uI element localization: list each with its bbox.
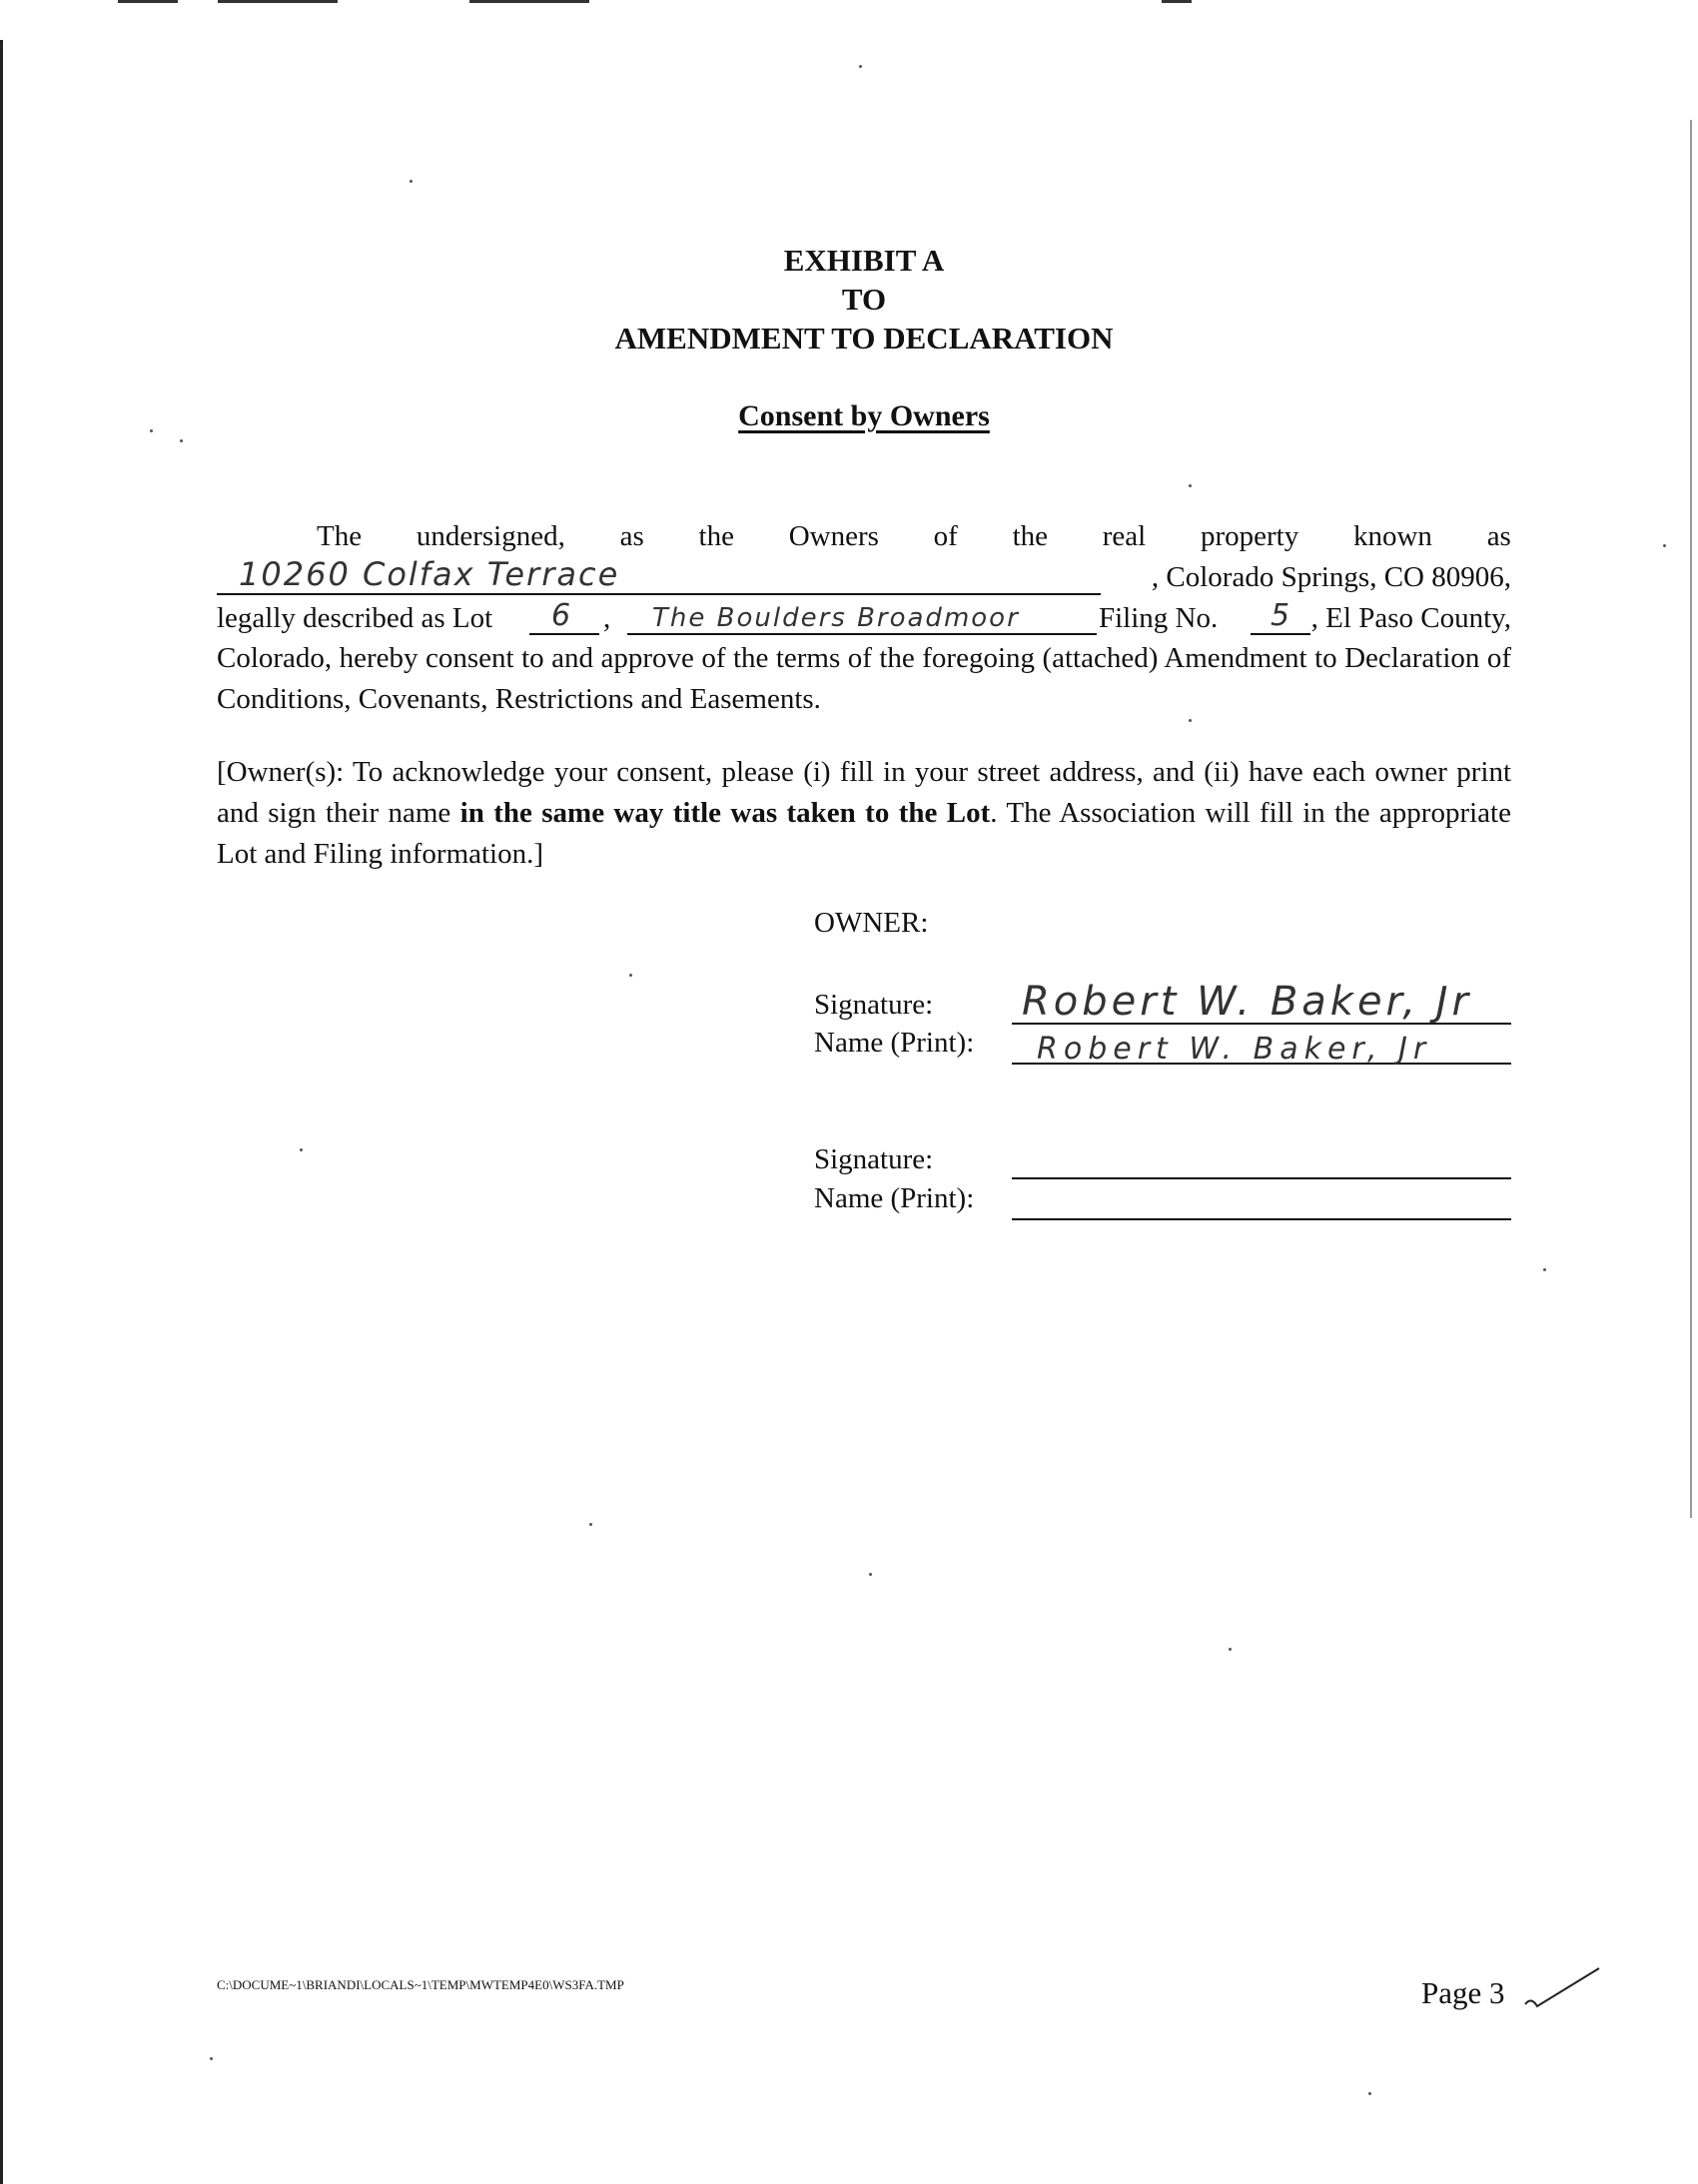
word: undersigned, (416, 520, 565, 552)
instructions-bold: in the same way title was taken to the Lot (459, 797, 991, 829)
scan-mark (218, 0, 338, 3)
scan-speck (1189, 719, 1192, 722)
signature-label-2: Signature: (814, 1143, 934, 1175)
street-address-field[interactable] (217, 555, 1101, 595)
scan-edge-left (0, 40, 3, 2184)
county-text: , El Paso County, (1310, 602, 1511, 634)
city-state-zip: , Colorado Springs, CO 80906, (1151, 561, 1511, 593)
consent-by-owners-heading: Consent by Owners (738, 399, 990, 432)
owner1-signature-handwriting: Robert W. Baker, Jr (1022, 979, 1472, 1025)
comma: , (603, 602, 611, 634)
scan-speck (410, 180, 413, 183)
scan-speck (589, 1523, 592, 1526)
subdivision-handwriting: The Boulders Broadmoor (652, 603, 1020, 633)
word: the (1012, 520, 1049, 552)
exhibit-title-to: TO (841, 282, 887, 317)
scan-mark (469, 0, 589, 3)
paragraph-1-rest: Colorado, hereby consent to and approve of the terms of the foregoing (attached) Amendment to Declaration of Conditions, Covenants, Restrictions and Easements. (217, 642, 1511, 715)
instructions-text: [Owner(s): To acknowledge your consent, please (i) fill in your street address, and (ii) have each owner print and sign their name (217, 756, 1511, 829)
word: Owners (788, 520, 879, 552)
word: known (1352, 520, 1432, 552)
filing-label: Filing No. (1099, 602, 1219, 634)
owner1-signature-field[interactable] (1012, 979, 1511, 1025)
lot-number-field[interactable] (529, 599, 599, 635)
scan-speck (150, 429, 153, 432)
scan-mark (118, 0, 178, 3)
scan-speck (1663, 544, 1666, 547)
scan-speck (859, 65, 862, 68)
scan-speck (869, 1573, 872, 1576)
scan-speck (180, 439, 183, 442)
checkmark-icon (1523, 1962, 1603, 2012)
owner2-signature-field[interactable] (1012, 1141, 1511, 1179)
scan-mark (1162, 0, 1192, 3)
word: as (1486, 520, 1511, 552)
owner-label: OWNER: (814, 907, 929, 939)
scan-speck (210, 2057, 213, 2060)
signature-label: Signature: (814, 989, 934, 1021)
lot-number-handwriting: 6 (551, 598, 573, 633)
word: real (1102, 520, 1147, 552)
scan-speck (1543, 1268, 1546, 1271)
filing-number-handwriting: 5 (1271, 598, 1292, 633)
exhibit-title: EXHIBIT A (783, 243, 945, 278)
page-number: Page 3 (1421, 1975, 1505, 2010)
scan-speck (300, 1148, 303, 1151)
scan-speck (1368, 2092, 1371, 2095)
scan-speck (629, 974, 632, 977)
name-print-label: Name (Print): (814, 1027, 975, 1059)
section-title (0, 399, 1698, 433)
subdivision-field[interactable] (627, 599, 1097, 635)
word: property (1200, 520, 1299, 552)
word: the (698, 520, 734, 552)
file-path-footer: C:\DOCUME~1\BRIANDI\LOCALS~1\TEMP\MWTEMP4E0\WS3FA.TMP (217, 1977, 624, 1992)
name-print-label-2: Name (Print): (814, 1182, 975, 1214)
exhibit-title-amendment: AMENDMENT TO DECLARATION (614, 321, 1114, 356)
scan-speck (1189, 484, 1192, 487)
instructions-paragraph (217, 752, 1511, 875)
owner1-name-handwriting: Robert W. Baker, Jr (1037, 1032, 1432, 1067)
owner2-name-field[interactable] (1012, 1182, 1511, 1220)
instructions-text-end: . The Association will fill in the appropriate Lot and Filing information.] (217, 797, 1511, 870)
legal-description-prefix: legally described as Lot (217, 602, 493, 634)
owner1-name-field[interactable] (1012, 1027, 1511, 1065)
word: as (619, 520, 644, 552)
scan-speck (1229, 1648, 1232, 1651)
word: of (933, 520, 958, 552)
street-address-handwriting: 10260 Colfax Terrace (239, 555, 620, 593)
word: The (317, 520, 363, 552)
paragraph-1-line-1 (217, 516, 1511, 557)
